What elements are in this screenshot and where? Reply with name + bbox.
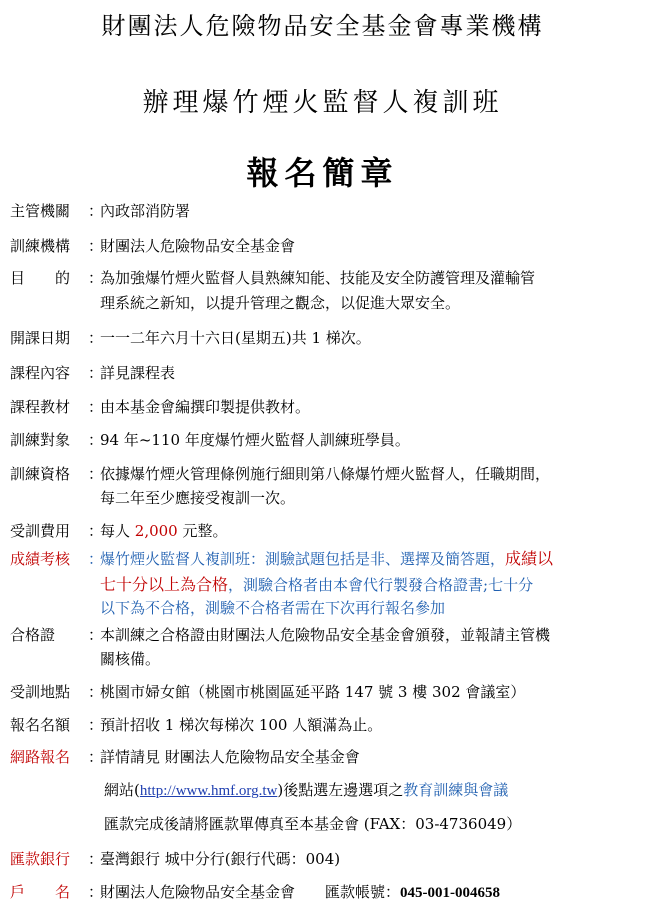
row-value: 詳情請見 財團法人危險物品安全基金會 <box>100 748 360 766</box>
row-location: 受訓地點 ：桃園市婦女館（桃園市桃園區延平路 147 號 3 樓 302 會議室） <box>10 683 526 701</box>
exam-text-1a: 爆竹煙火監督人複訓班：測驗試題包括是非、選擇及簡答題， <box>100 550 506 568</box>
row-label: 戶 名 <box>10 883 71 901</box>
row-label: 合格證 <box>10 626 56 644</box>
row-fee: 受訓費用 ：每人 2,000 元整。 <box>10 522 228 540</box>
row-label: 成績考核 <box>10 550 71 568</box>
row-label: 開課日期 <box>10 329 71 347</box>
row-label: 匯款銀行 <box>10 850 71 868</box>
course-title: 辦理爆竹煙火監督人複訓班 <box>142 88 503 118</box>
exam-pass-text: 七十分以上為合格 <box>100 575 229 594</box>
row-label: 目 的 <box>10 269 71 287</box>
row-label: 受訓地點 <box>10 683 71 701</box>
row-label: 課程內容 <box>10 364 71 382</box>
row-qualification: 訓練資格 ：依據爆竹煙火管理條例施行細則第八條爆竹煙火監督人，任職期間， <box>10 465 551 483</box>
row-online: 網路報名 ：詳情請見 財團法人危險物品安全基金會 <box>10 748 360 766</box>
fee-suffix: 元整。 <box>177 522 228 540</box>
row-label: 課程教材 <box>10 398 71 416</box>
account-name: 財團法人危險物品安全基金會 <box>100 883 296 901</box>
online-fax-line: 匯款完成後請將匯款單傳真至本基金會 (FAX：03-4736049） <box>104 815 522 833</box>
org-title: 財團法人危險物品安全基金會專業機構 <box>101 12 544 40</box>
row-value: 預計招收 1 梯次每梯次 100 人額滿為止。 <box>100 716 383 734</box>
row-purpose: 目 的 ：為加強爆竹煙火監督人員熟練知能、技能及安全防護管理及灌輸管 <box>10 269 536 287</box>
row-content: 課程內容 ：詳見課程表 <box>10 364 176 382</box>
row-certificate: 合格證 ：本訓練之合格證由財團法人危險物品安全基金會頒發，並報請主管機 <box>10 626 551 644</box>
row-value: 本訓練之合格證由財團法人危險物品安全基金會頒發，並報請主管機 <box>100 626 551 644</box>
account-no-label: 匯款帳號： <box>325 883 401 901</box>
row-date: 開課日期 ：一一二年六月十六日(星期五)共 1 梯次。 <box>10 329 371 347</box>
row-value: 財團法人危險物品安全基金會 <box>100 237 296 255</box>
row-target: 訓練對象 ：94 年~110 年度爆竹煙火監督人訓練班學員。 <box>10 431 410 449</box>
row-value: 94 年~110 年度爆竹煙火監督人訓練班學員。 <box>100 431 410 449</box>
purpose-line2: 理系統之新知，以提升管理之觀念，以促進大眾安全。 <box>100 294 461 312</box>
training-link[interactable]: 教育訓練與會議 <box>403 781 509 799</box>
fee-prefix: 每人 <box>100 522 135 540</box>
row-bank: 匯款銀行 ：臺灣銀行 城中分行(銀行代碼：004) <box>10 850 341 868</box>
doc-title: 報名簡章 <box>246 154 399 192</box>
row-value: 為加強爆竹煙火監督人員熟練知能、技能及安全防護管理及灌輸管 <box>100 269 536 287</box>
exam-line2 <box>100 572 533 595</box>
row-label: 受訓費用 <box>10 522 71 540</box>
row-account: 戶 名 ：財團法人危險物品安全基金會 匯款帳號：045-001-004658 <box>10 883 501 901</box>
row-exam: 成績考核 ：爆竹煙火監督人複訓班：測驗試題包括是非、選擇及簡答題，成績以 <box>10 549 554 568</box>
account-no: 045-001-004658 <box>400 885 501 901</box>
qualification-line2: 每二年至少應接受複訓一次。 <box>100 489 296 507</box>
row-label: 訓練資格 <box>10 465 71 483</box>
certificate-line2: 關核備。 <box>100 650 161 668</box>
row-label: 訓練對象 <box>10 431 71 449</box>
row-label: 主管機關 <box>10 202 71 220</box>
row-material: 課程教材 ：由本基金會編撰印製提供教材。 <box>10 398 311 416</box>
online-site-line <box>104 779 508 800</box>
row-value: 依據爆竹煙火管理條例施行細則第八條爆竹煙火監督人，任職期間， <box>100 465 551 483</box>
row-value: 臺灣銀行 城中分行(銀行代碼：004) <box>100 850 341 868</box>
row-value: 桃園市婦女館（桃園市桃園區延平路 147 號 3 樓 302 會議室） <box>100 683 526 701</box>
fee-amount: 2,000 <box>134 522 178 540</box>
exam-text-1b: 成績以 <box>505 549 554 568</box>
row-quota: 報名名額 ：預計招收 1 梯次每梯次 100 人額滿為止。 <box>10 716 383 734</box>
row-label: 報名名額 <box>10 716 71 734</box>
site-prefix: 網站( <box>104 781 140 799</box>
row-authority: 主管機關 ：內政部消防署 <box>10 202 191 220</box>
row-value: 由本基金會編撰印製提供教材。 <box>100 398 311 416</box>
row-value: 內政部消防署 <box>100 202 191 220</box>
row-label: 訓練機構 <box>10 237 71 255</box>
row-org: 訓練機構 ：財團法人危險物品安全基金會 <box>10 237 296 255</box>
row-value: 詳見課程表 <box>100 364 176 382</box>
exam-line3: 以下為不合格，測驗不合格者需在下次再行報名參加 <box>100 599 446 617</box>
row-value: 一一二年六月十六日(星期五)共 1 梯次。 <box>100 329 371 347</box>
site-suffix: )後點選左邊選項之 <box>277 781 404 799</box>
website-link[interactable]: http://www.hmf.org.tw <box>139 783 278 799</box>
row-label: 網路報名 <box>10 748 71 766</box>
exam-text-2b: ，測驗合格者由本會代行製發合格證書;七十分 <box>228 576 534 594</box>
